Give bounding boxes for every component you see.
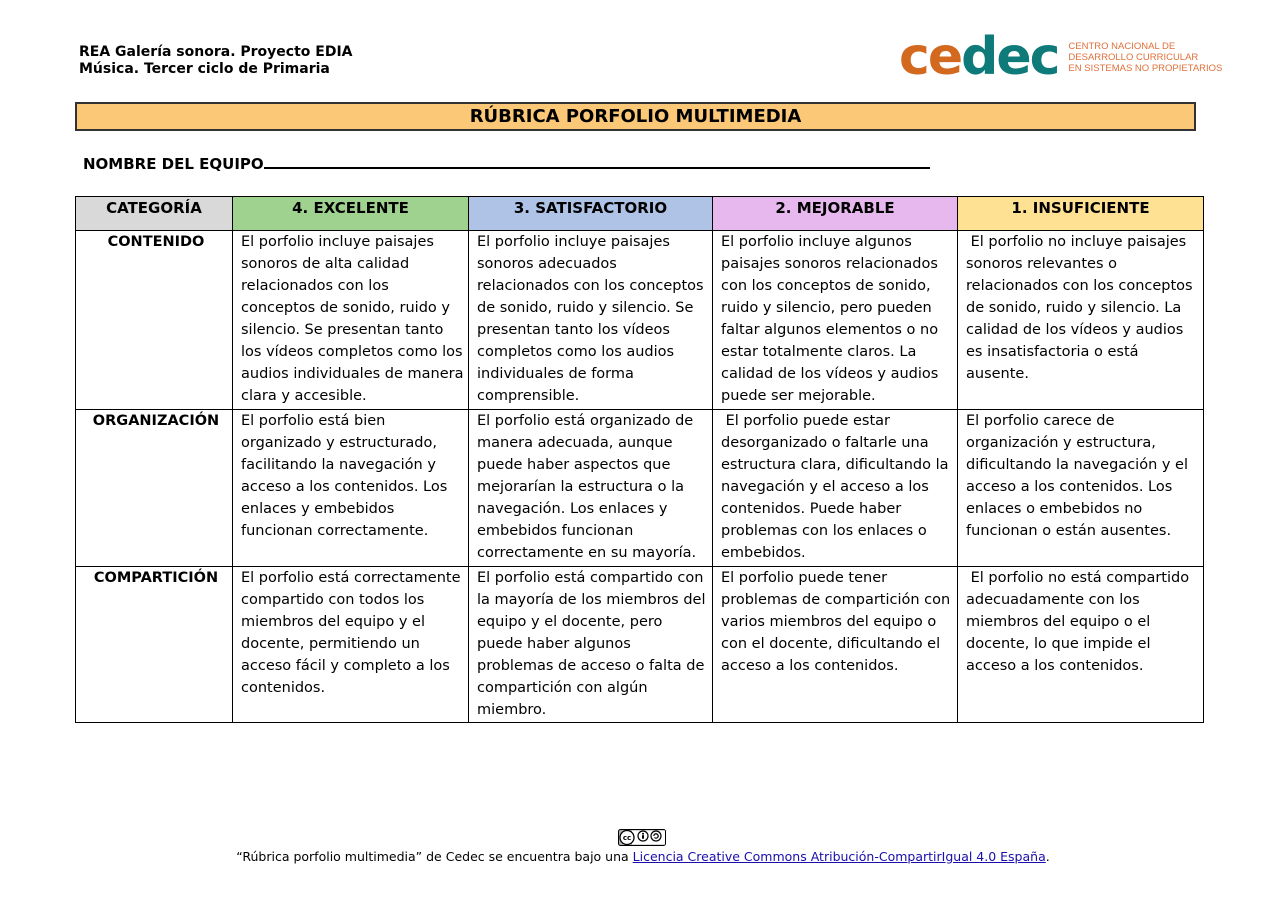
rubric-header-row	[76, 197, 1204, 231]
logo-wordmark	[899, 27, 1059, 87]
rubric-row-contenido	[76, 231, 1204, 410]
rubric-title: RÚBRICA PORFOLIO MULTIMEDIA	[75, 102, 1196, 131]
logo-word-part1: ce	[899, 27, 962, 87]
cedec-logo	[899, 27, 1223, 87]
category-contenido: CONTENIDO	[76, 231, 233, 410]
rubric-table	[75, 196, 1204, 723]
logo-tagline	[1068, 41, 1222, 74]
cell-comparticion-mejorable: El porfolio puede tener problemas de compartición con varios miembros del equipo o con el docente, dificultando el acceso a los contenidos.	[713, 567, 958, 723]
category-comparticion: COMPARTICIÓN	[76, 567, 233, 723]
cell-contenido-satisfactorio: El porfolio incluye paisajes sonoros adecuados relacionados con los conceptos de sonido, ruido y silencio. Se presentan tanto los vídeos completos como los audios individuales de forma comprensible.	[469, 231, 713, 410]
cell-organizacion-mejorable: El porfolio puede estar desorganizado o faltarle una estructura clara, dificultando la navegación y el acceso a los contenidos. Puede haber problemas con los enlaces o embebidos.	[713, 410, 958, 567]
logo-tagline-1: CENTRO NACIONAL DE	[1068, 40, 1176, 52]
cell-organizacion-satisfactorio: El porfolio está organizado de manera adecuada, aunque puede haber aspectos que mejorarían la estructura o la navegación. Los enlaces y embebidos funcionan correctamente en su mayoría.	[469, 410, 713, 567]
header-satisfactorio: 3. SATISFACTORIO	[469, 197, 713, 231]
cell-comparticion-excelente: El porfolio está correctamente compartido con todos los miembros del equipo y el docente, permitiendo un acceso fácil y completo a los contenidos.	[233, 567, 469, 723]
team-name-field	[83, 153, 930, 173]
header-categoria: CATEGORÍA	[76, 197, 233, 231]
logo-word-part2: dec	[961, 27, 1059, 87]
header-insuficiente: 1. INSUFICIENTE	[958, 197, 1204, 231]
license-link[interactable]: Licencia Creative Commons Atribución-CompartirIgual 4.0 España	[632, 849, 1046, 864]
team-name-blank-line[interactable]	[264, 153, 930, 169]
cell-comparticion-insuficiente: El porfolio no está compartido adecuadamente con los miembros del equipo o el docente, lo que impide el acceso a los contenidos.	[958, 567, 1204, 723]
header-line-1: REA Galería sonora. Proyecto EDIA	[79, 44, 353, 60]
logo-tagline-3: EN SISTEMAS NO PROPIETARIOS	[1068, 62, 1223, 74]
cell-comparticion-satisfactorio: El porfolio está compartido con la mayoría de los miembros del equipo y el docente, pero puede haber algunos problemas de acceso o falta de compartición con algún miembro.	[469, 567, 713, 723]
cc-badge-text: cc	[622, 834, 632, 842]
document-header	[79, 44, 353, 78]
header-excelente: 4. EXCELENTE	[233, 197, 469, 231]
rubric-row-comparticion	[76, 567, 1204, 723]
header-line-2: Música. Tercer ciclo de Primaria	[79, 61, 330, 77]
rubric-row-organizacion	[76, 410, 1204, 567]
cell-organizacion-excelente: El porfolio está bien organizado y estructurado, facilitando la navegación y acceso a los contenidos. Los enlaces y embebidos funcionan correctamente.	[233, 410, 469, 567]
license-footer	[0, 849, 1286, 864]
cell-organizacion-insuficiente: El porfolio carece de organización y estructura, dificultando la navegación y el acceso a los contenidos. Los enlaces o embebidos no funcionan o están ausentes.	[958, 410, 1204, 567]
cell-contenido-mejorable: El porfolio incluye algunos paisajes sonoros relacionados con los conceptos de sonido, ruido y silencio, pero pueden faltar algunos elementos o no estar totalmente claros. La calidad de los vídeos y audios puede ser mejorable.	[713, 231, 958, 410]
footer-period: .	[1045, 849, 1050, 864]
category-organizacion: ORGANIZACIÓN	[76, 410, 233, 567]
logo-tagline-2: DESARROLLO CURRICULAR	[1068, 51, 1199, 63]
cell-contenido-insuficiente: El porfolio no incluye paisajes sonoros relevantes o relacionados con los conceptos de sonido, ruido y silencio. La calidad de los vídeos y audios es insatisfactoria o está ausente.	[958, 231, 1204, 410]
footer-text: “Rúbrica porfolio multimedia” de Cedec se encuentra bajo una	[236, 849, 633, 864]
cell-contenido-excelente: El porfolio incluye paisajes sonoros de alta calidad relacionados con los conceptos de sonido, ruido y silencio. Se presentan tanto los vídeos completos como los audios individuales de manera clara y accesible.	[233, 231, 469, 410]
creative-commons-badge-icon	[618, 829, 666, 846]
team-name-label: NOMBRE DEL EQUIPO	[83, 155, 264, 173]
header-mejorable: 2. MEJORABLE	[713, 197, 958, 231]
